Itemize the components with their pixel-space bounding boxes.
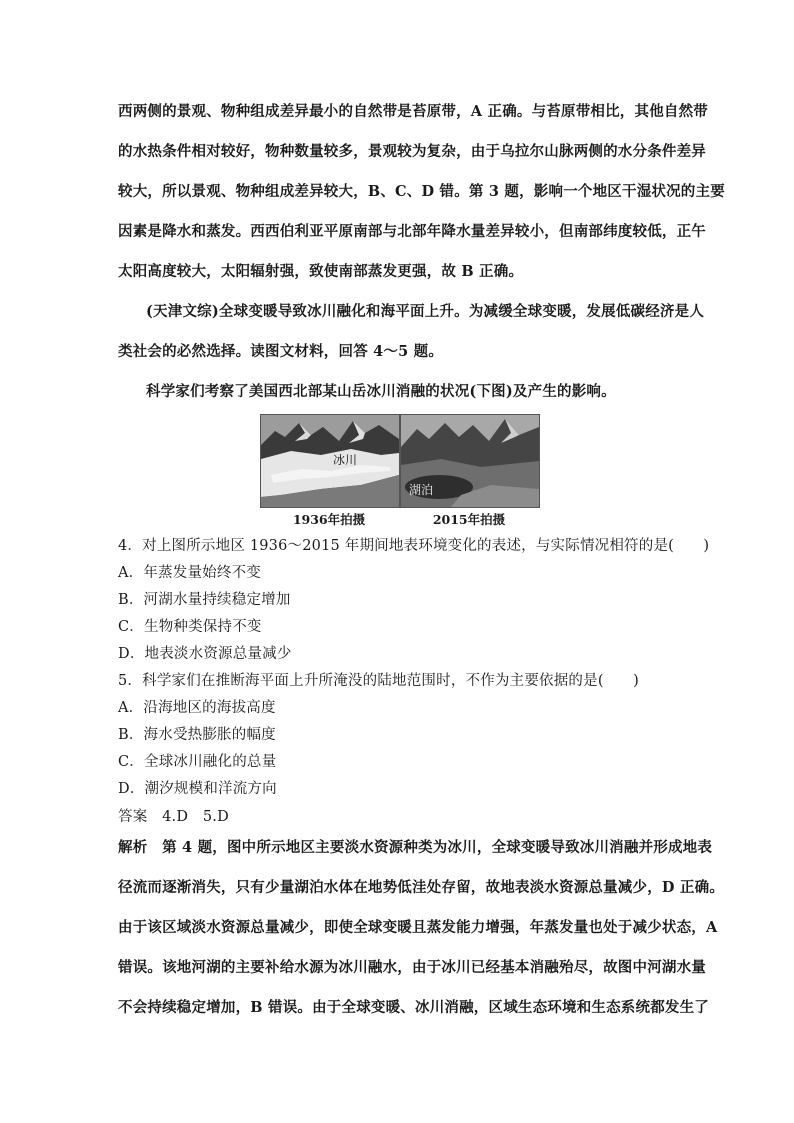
material-text: 科学家们考察了美国西北部某山岳冰川消融的状况(下图)及产生的影响。 (146, 383, 616, 400)
intro-line-1: (天津文综)全球变暖导致冰川融化和海平面上升。为减缓全球变暖，发展低碳经济是人 (146, 303, 705, 320)
intro-line-2: 类社会的必然选择。读图文材料，回答 4～5 题。 (118, 343, 444, 360)
analysis-line-1: 解析 第 4 题，图中所示地区主要淡水资源种类为冰川，全球变暖导致冰川消融并形成地表 (118, 839, 713, 856)
photo-1936-glacier (260, 414, 400, 508)
question-4-stem: 4．对上图所示地区 1936～2015 年期间地表环境变化的表述，与实际情况相符的是( ) (118, 538, 710, 554)
photo2-caption: 2015年拍摄 (432, 512, 506, 527)
question-5-stem: 5．科学家们在推断海平面上升所淹没的陆地范围时，不作为主要依据的是( ) (118, 673, 639, 689)
paragraph1-line-1: 西两侧的景观、物种组成差异最小的自然带是苔原带，A 正确。与苔原带相比，其他自然带 (118, 103, 708, 120)
paragraph1-line-3: 较大，所以景观、物种组成差异较大，B、C、D 错。第 3 题，影响一个地区干湿状况的主要 (118, 183, 725, 200)
paragraph1-line-4: 因素是降水和蒸发。西西伯利亚平原南部与北部年降水量差异较小，但南部纬度较低，正午 (118, 223, 706, 240)
question-5-option-b: B．海水受热膨胀的幅度 (118, 727, 276, 743)
question-5-option-a: A．沿海地区的海拔高度 (118, 700, 276, 716)
photo1-caption: 1936年拍摄 (292, 512, 366, 527)
photo-2015-lake (400, 414, 540, 508)
analysis-line-3: 由于该区域淡水资源总量减少，即使全球变暖且蒸发能力增强，年蒸发量也处于减少状态，A (118, 919, 718, 936)
question-4-option-d: D．地表淡水资源总量减少 (118, 646, 292, 662)
analysis-line-2: 径流而逐渐消失，只有少量湖泊水体在地势低洼处存留，故地表淡水资源总量减少，D 正确。 (118, 879, 725, 896)
glacier-label: 冰川 (333, 453, 358, 467)
analysis-line-5: 不会持续稳定增加，B 错误。由于全球变暖、冰川消融，区域生态环境和生态系统都发生了 (118, 999, 709, 1016)
question-5-option-d: D．潮汐规模和洋流方向 (118, 781, 277, 797)
paragraph1-line-5: 太阳高度较大，太阳辐射强，致使南部蒸发更强，故 B 正确。 (118, 263, 524, 280)
question-5-option-c: C．全球冰川融化的总量 (118, 754, 277, 770)
figure (260, 414, 542, 526)
question-4-option-c: C．生物种类保持不变 (118, 619, 262, 635)
paragraph1-line-2: 的水热条件相对较好，物种数量较多，景观较为复杂，由于乌拉尔山脉两侧的水分条件差异 (118, 143, 706, 160)
question-4-option-b: B．河湖水量持续稳定增加 (118, 592, 291, 608)
question-4-option-a: A．年蒸发量始终不变 (118, 565, 261, 581)
answer-text: 答案 4.D 5.D (118, 809, 229, 825)
lake-label: 湖泊 (409, 483, 434, 497)
analysis-line-4: 错误。该地河湖的主要补给水源为冰川融水，由于冰川已经基本消融殆尽，故图中河湖水量 (118, 959, 706, 976)
